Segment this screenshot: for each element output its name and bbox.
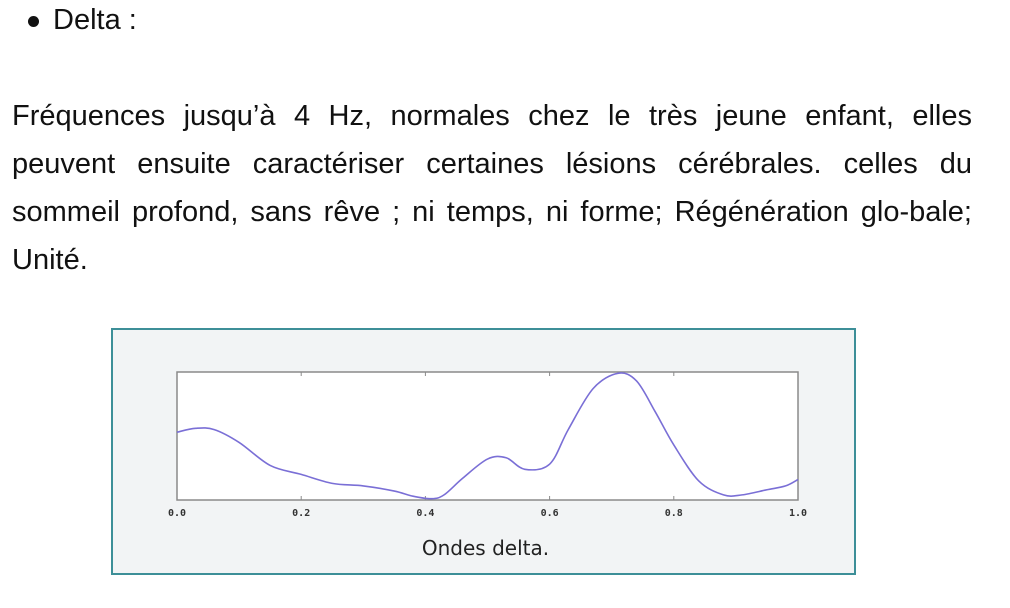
x-tick-label: 0.0 bbox=[167, 508, 187, 519]
x-tick-label: 0.8 bbox=[664, 508, 683, 519]
x-tick-label: 0.6 bbox=[540, 508, 559, 519]
plot-area bbox=[177, 372, 798, 500]
bullet-label: Delta : bbox=[53, 3, 137, 36]
bullet-item bbox=[28, 0, 137, 40]
x-tick-label: 0.2 bbox=[292, 508, 311, 519]
x-tick-label: 0.4 bbox=[416, 508, 435, 519]
description-paragraph: Fréquences jusqu’à 4 Hz, normales chez le très jeune enfant, elles peuvent ensuite caractériser certaines lésions cérébrales. celles du sommeil profond, sans rêve ; ni temps, ni forme; Régénération glo-bale; Unité. bbox=[12, 100, 972, 276]
delta-waves-figure bbox=[111, 328, 856, 575]
figure-caption: Ondes delta. bbox=[421, 536, 550, 560]
bullet-dot-icon bbox=[28, 16, 39, 27]
x-tick-label: 1.0 bbox=[788, 508, 808, 519]
delta-waves-chart bbox=[113, 330, 854, 530]
